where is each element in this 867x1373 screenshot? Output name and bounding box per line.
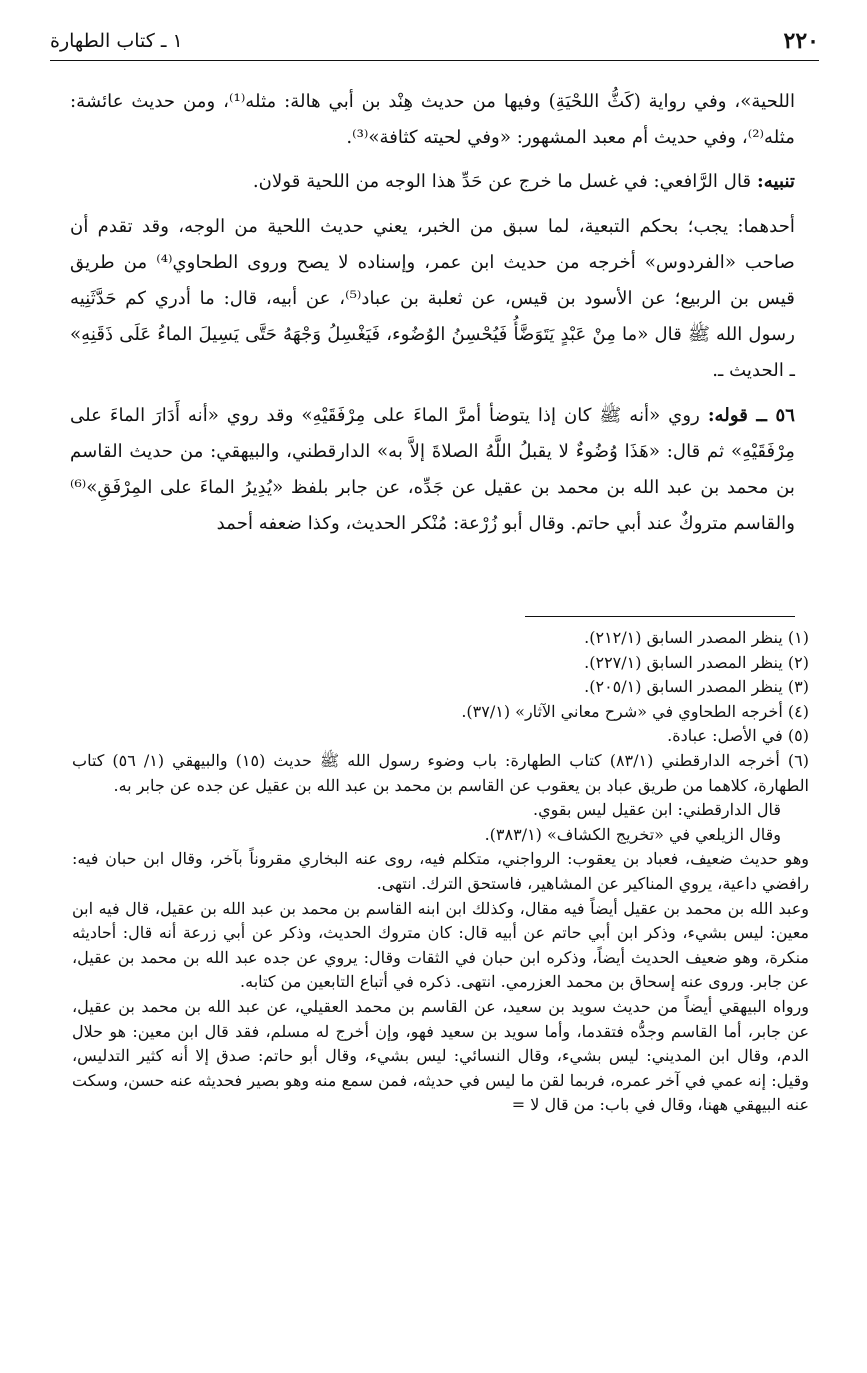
footnotes [72, 626, 809, 1118]
tanbih-label: تنبيه: [757, 171, 795, 193]
footnote-3: (٣) ينظر المصدر السابق (٢٠٥/١). [584, 677, 809, 697]
footnote-5: (٥) في الأصل: عبادة. [667, 726, 809, 746]
paragraph-2 [70, 164, 795, 200]
footnote-4: (٤) أخرجه الطحاوي في «شرح معاني الآثار» (٣٧/١). [461, 701, 809, 721]
footnote-6-para-1: وهو حديث ضعيف، فعباد بن يعقوب: الرواجني، متكلم فيه، روى عنه البخاري مقروناً بآخر، وقال ابن حبان فيه: رافضي داعية، يروي المناكير عن المشاهير، فاستحق الترك. انتهى. [72, 849, 809, 893]
footnote-6-para-3: ورواه البيهقي أيضاً من حديث سويد بن سعيد، عن القاسم بن محمد العقيلي، عن عبد الله بن محمد بن عقيل، عن جابر، أما القاسم وجدُّه فتقدما، وأما سويد بن سعيد فهو، وإن أخرج له مسلم، فقد قال ابن معين: هو حلال الدم، وقال ابن المديني: ليس بشيء، وقال النسائي: ليس بشيء، وقال أبو حاتم: صدق إلا أنه كثير التدليس، وقيل: إنه عمي في آخر عمره، فربما لقن ما ليس في حديثه، فمن سمع منه وهو بصير فحديثه عنه حسن، وسكت عنه البيهقي ههنا، وقال في باب: من قال لا = [72, 996, 809, 1115]
footnote-6-zaylai: وقال الزيلعي في «تخريج الكشاف» (٣٨٣/١). [484, 824, 781, 844]
footnote-1: (١) ينظر المصدر السابق (٢١٢/١). [584, 628, 809, 647]
footnote-6-para-2: وعبد الله بن محمد بن عقيل أيضاً فيه مقال، وكذلك ابن ابنه القاسم بن محمد بن عبد الله بن عقيل، قال فيه ابن معين: ليس بشيء، وذكر ابن أبي حاتم عن أبيه قال: كان متروك الحديث، وذكر عن أبي زرعة أنه قال: أحاديثه منكرة، وهو ضعيف الحديث أيضاً، وذكره ابن حبان في الثقات وقال: يروي عن جده عبد الله بن محمد بن عقيل، عن جابر. وروى عنه إسحاق بن محمد العزرمي. انتهى. ذكره في أتباع التابعين من كتابه. [72, 898, 809, 992]
running-header [50, 28, 819, 61]
footnote-separator [525, 616, 795, 617]
paragraph-1: اللحية»، وفي رواية (كَثُّ اللحْيَةِ) وفيها من حديث هِنْد بن أبي هالة: مثله⁽¹⁾، ومن حديث عائشة: مثله⁽²⁾، وفي حديث أم معبد المشهور: «وفي لحيته كثافة»⁽³⁾. [70, 91, 795, 149]
footnote-6: (٦) أخرجه الدارقطني (٨٣/١) كتاب الطهارة: باب وضوء رسول الله ﷺ حديث (١٥) والبيهقي (١/ ٥٦) كتاب الطهارة، كلاهما من طريق عباد بن يعقوب عن القاسم بن محمد بن عبد الله بن عقيل عن جده عن جابر به. [72, 750, 809, 795]
item-56-label: ٥٦ ــ قوله: [707, 404, 795, 426]
main-text [70, 84, 795, 542]
paragraph-3: أحدهما: يجب؛ بحكم التبعية، لما سبق من الخبر، يعني حديث اللحية من الوجه، وقد تقدم أن صاحب «الفردوس» أخرجه من حديث ابن عمر، وإسناده لا يصح وروى الطحاوي⁽⁴⁾ من طريق قيس بن الربيع؛ عن الأسود بن قيس، عن ثعلبة بن عباد⁽⁵⁾، عن أبيه، قال: ما أدري كم حَدَّثَنِيه رسول الله ﷺ قال «ما مِنْ عَبْدٍ يَتَوَضَّأُ فَيُحْسِنُ الوُضُوء، فَيَغْسِلُ وَجْهَهُ حَتَّى يَسِيلَ الماءُ عَلَى ذَقَنِهِ» ـ الحديث ـ. [70, 215, 796, 382]
footnote-6-daraqutni: قال الدارقطني: ابن عقيل ليس بقوي. [533, 800, 781, 820]
paragraph-2-text: قال الرَّافعي: في غسل ما خرج عن حَدِّ هذا الوجه من اللحية قولان. [252, 171, 757, 193]
chapter-title: ١ ـ كتاب الطهارة [50, 30, 183, 52]
page-number: ٢٢٠ [783, 28, 819, 54]
paragraph-4-text: روي «أنه ﷺ كان إذا يتوضأ أمرَّ الماءَ على مِرْفَقَيْهِ» وقد روي «أنه أَدَارَ الماءَ على مِرْفَقَيْهِ» ثم قال: «هَذَا وُضُوءٌ لا يقبلُ اللَّهُ الصلاةَ إلاَّ به» الدارقطني، والبيهقي: من حديث القاسم بن محمد بن عبد الله بن محمد بن عقيل عن جَدِّه، عن جابر بلفظ «يُدِيرُ الماءَ على المِرْفَقِ»⁽⁶⁾ والقاسم متروكٌ عند أبي حاتم. وقال أبو زُرْعة: مُنْكر الحديث، وكذا ضعفه أحمد [70, 404, 795, 535]
paragraph-4 [70, 398, 795, 543]
footnote-2: (٢) ينظر المصدر السابق (٢٢٧/١). [584, 652, 809, 672]
